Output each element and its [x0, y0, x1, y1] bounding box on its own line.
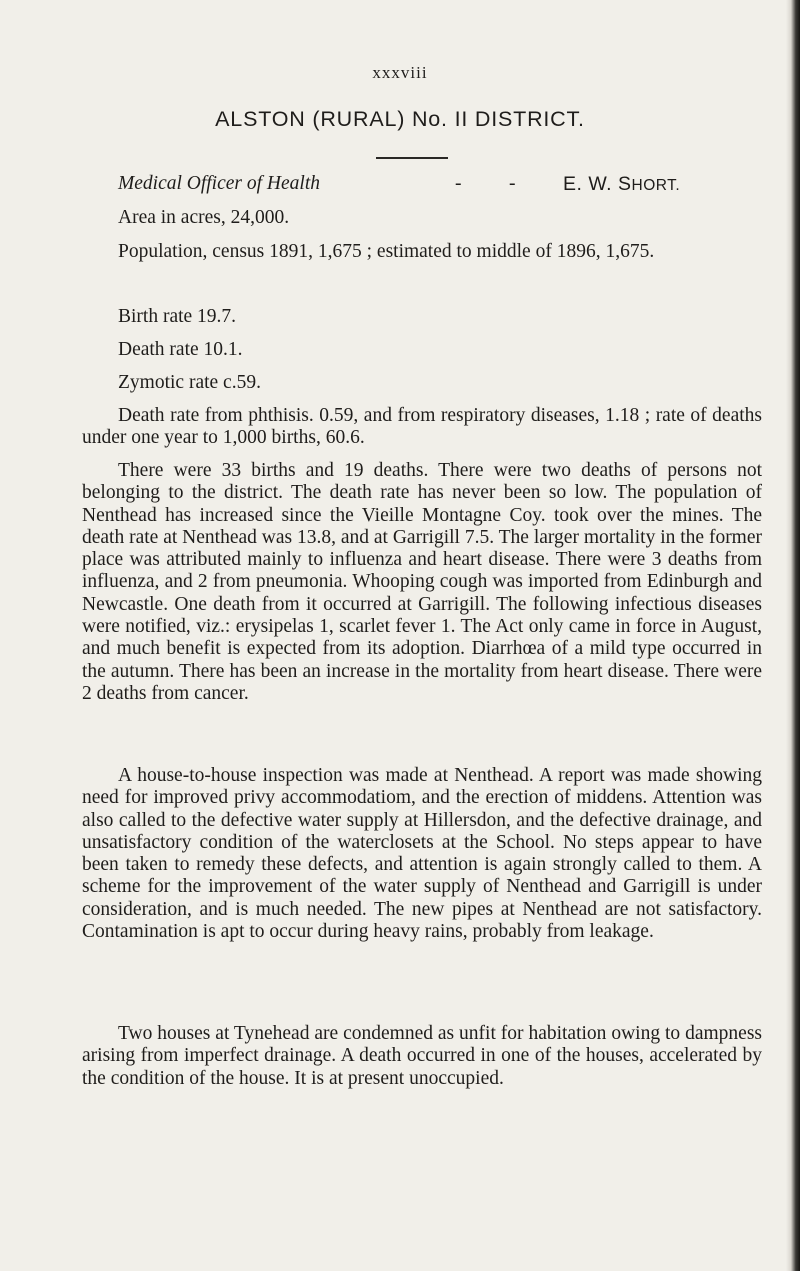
body-paragraph-tynehead: Two houses at Tynehead are condemned as unfit for habitation owing to dampness arising from imperfect drainage. A death occurred in one of the houses, accelerated by the condition of the house. It is at present unoccupied.: [82, 1023, 762, 1089]
page-title: ALSTON (RURAL) No. II DISTRICT.: [215, 107, 585, 131]
page-number: xxxviii: [372, 63, 428, 82]
medical-officer-label: Medical Officer of Health: [118, 173, 320, 194]
divider-rule: [376, 157, 448, 159]
population-stat: Population, census 1891, 1,675 ; estimated to middle of 1896, 1,675.: [118, 241, 655, 262]
death-rate-stat: Death rate 10.1.: [118, 339, 243, 360]
body-paragraph-births-deaths: There were 33 births and 19 deaths. There were two deaths of persons not belonging to the district. The death rate has never been so low. The population of Nenthead has increased since the Vieille Montagne Coy. took over the mines. The death rate at Nenthead was 13.8, and at Garrigill 7.5. The larger mortality in the former place was attributed mainly to influenza and heart disease. There were 3 deaths from influenza, and 2 from pneumonia. Whooping cough was imported from Edinburgh and Newcastle. One death from it occurred at Garrigill. The following infectious diseases were notified, viz.: erysipelas 1, scarlet fever 1. The Act only came in force in August, and much benefit is expected from its adoption. Diarrhœa of a mild type occurred in the autumn. There has been an increase in the mortality from heart disease. There were 2 deaths from cancer.: [82, 460, 762, 704]
leader-dash: -: [455, 173, 462, 194]
zymotic-rate-stat: Zymotic rate c.59.: [118, 372, 261, 393]
page-edge-shadow: [786, 0, 800, 1271]
birth-rate-stat: Birth rate 19.7.: [118, 306, 237, 327]
medical-officer-name-initials: E. W. S: [563, 173, 632, 195]
body-paragraph-inspection: A house-to-house inspection was made at Nenthead. A report was made showing need for improved privy accommodatiom, and the erection of middens. Attention was also called to the defective water supply at Hillersdon, and the defective drainage, and unsatisfactory condition of the waterclosets at the School. No steps appear to have been taken to remedy these defects, and attention is again strongly called to them. A scheme for the improvement of the water supply of Nenthead and Garrigill is under consideration, and is much needed. The new pipes at Nenthead are not satisfactory. Contamination is apt to occur during heavy rains, probably from leakage.: [82, 765, 762, 943]
medical-officer-name-smallcaps: HORT.: [631, 177, 681, 194]
phthisis-paragraph: Death rate from phthisis. 0.59, and from respiratory diseases, 1.18 ; rate of deaths under one year to 1,000 births, 60.6.: [82, 405, 762, 449]
leader-dash: -: [509, 173, 516, 194]
medical-officer-name: [563, 173, 680, 196]
area-stat: Area in acres, 24,000.: [118, 207, 290, 228]
